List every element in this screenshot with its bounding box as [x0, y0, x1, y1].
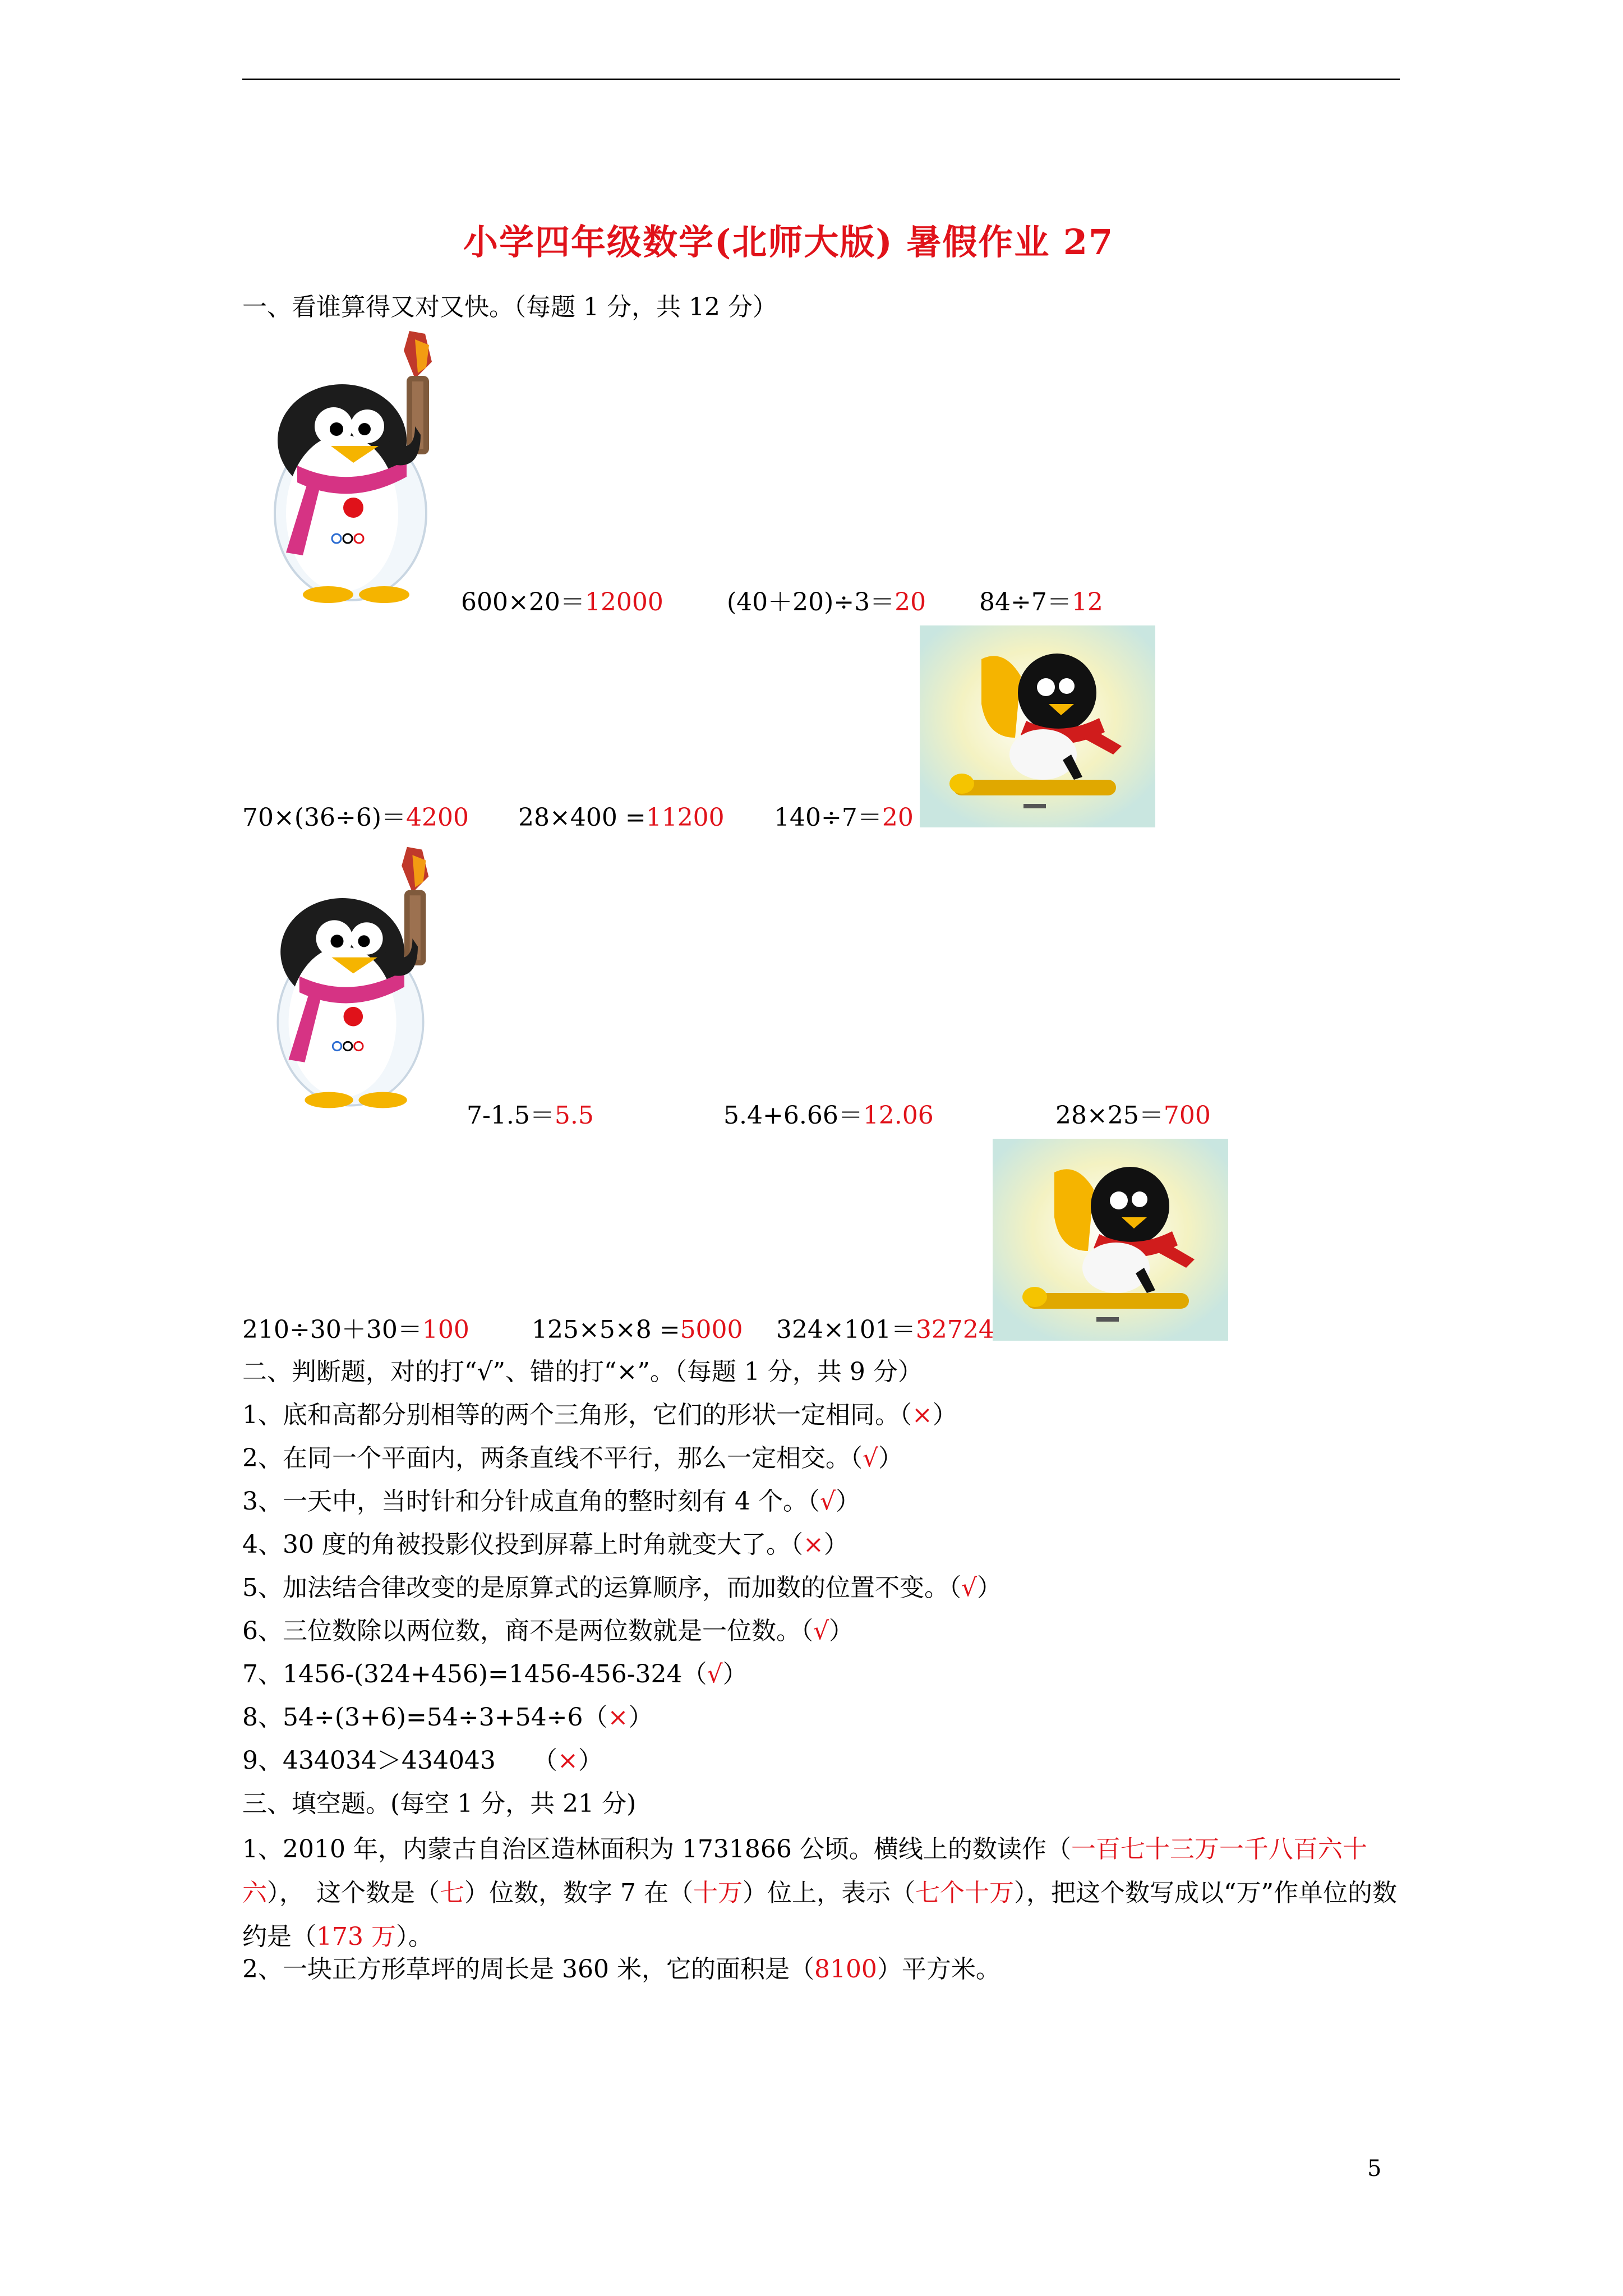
penguin-skier-mascot-icon [920, 625, 1155, 827]
judgement-mark: × [557, 1746, 578, 1775]
judgement-item: 2、在同一个平面内，两条直线不平行，那么一定相交。（√） [242, 1444, 903, 1473]
calc-answer: 32724 [915, 1315, 994, 1344]
calc-answer: 700 [1163, 1101, 1211, 1130]
section3-heading: 三、填空题。(每空 1 分，共 21 分) [242, 1789, 637, 1818]
fill-answer: 173 万 [316, 1922, 396, 1951]
judgement-mark: √ [961, 1573, 978, 1602]
judgement-item: 7、1456-(324+456)=1456-456-324（√） [242, 1660, 748, 1688]
header-rule [242, 79, 1400, 80]
penguin-torch-mascot-icon [247, 844, 454, 1114]
calc-item [242, 803, 469, 833]
calc-expr: 28×400 = [518, 803, 646, 832]
calc-item [461, 588, 663, 618]
calc-item [518, 803, 725, 833]
judgement-mark: √ [863, 1444, 879, 1473]
fill-answer: 七 [440, 1879, 464, 1907]
calc-expr: 324×101＝ [776, 1315, 916, 1344]
calc-expr: 600×20＝ [461, 588, 585, 616]
calc-answer: 20 [882, 803, 914, 832]
penguin-torch-mascot-icon [247, 328, 454, 609]
calc-item [467, 1101, 594, 1131]
page-number: 5 [1367, 2156, 1382, 2182]
section1-heading: 一、看谁算得又对又快。（每题 1 分，共 12 分） [242, 293, 777, 321]
judgement-mark: √ [813, 1617, 829, 1645]
calc-answer: 100 [422, 1315, 469, 1344]
calc-expr: 210÷30＋30＝ [242, 1315, 422, 1344]
judgement-mark: × [607, 1703, 629, 1732]
calc-answer: 5.5 [554, 1101, 594, 1130]
judgement-item: 6、三位数除以两位数，商不是两位数就是一位数。（√） [242, 1617, 854, 1645]
judgement-item: 5、加法结合律改变的是原算式的运算顺序，而加数的位置不变。（√） [242, 1573, 1002, 1602]
calc-answer: 11200 [645, 803, 725, 832]
calc-expr: (40＋20)÷3＝ [727, 588, 895, 616]
calc-answer: 5000 [680, 1315, 743, 1344]
calc-item [776, 1315, 994, 1345]
judgement-mark: √ [819, 1487, 836, 1516]
calc-item [242, 1315, 469, 1345]
calc-expr: 28×25＝ [1055, 1101, 1164, 1130]
calc-expr: 140÷7＝ [774, 803, 882, 832]
fill-question-2: 2、一块正方形草坪的周长是 360 米，它的面积是（8100）平方米。 [242, 1955, 1000, 1984]
judgement-item: 3、一天中，当时针和分针成直角的整时刻有 4 个。（√） [242, 1487, 861, 1516]
fill-answer: 一百七十三万一千八百六十六 [242, 1835, 1367, 1907]
judgement-item: 9、434034＞434043 （×） [242, 1746, 603, 1775]
calc-answer: 4200 [406, 803, 469, 832]
calc-expr: 7-1.5＝ [467, 1101, 555, 1130]
calc-answer: 12000 [584, 588, 663, 616]
calc-expr: 84÷7＝ [979, 588, 1072, 616]
calc-item [1055, 1101, 1211, 1131]
calc-answer: 12.06 [863, 1101, 934, 1130]
calc-answer: 12 [1071, 588, 1103, 616]
calc-item [774, 803, 914, 833]
calc-expr: 5.4+6.66＝ [723, 1101, 863, 1130]
calc-item [979, 588, 1103, 618]
calc-expr: 125×5×8 = [532, 1315, 680, 1344]
judgement-mark: × [912, 1401, 933, 1429]
fill-question-1: 1、2010 年，内蒙古自治区造林面积为 1731866 公顷。横线上的数读作（一百七十三万一千八百六十六）， 这个数是（七）位数，数字 7 在（十万）位上，表示（七个十万），把这个数写成以“万”作单位的数约是（173 万）。 [242, 1835, 1397, 1951]
judgement-item: 1、底和高都分别相等的两个三角形，它们的形状一定相同。（×） [242, 1401, 957, 1429]
fill-answer: 七个十万 [915, 1879, 1014, 1907]
section2-heading: 二、判断题，对的打“√”、错的打“×”。（每题 1 分，共 9 分） [242, 1358, 923, 1386]
judgement-mark: √ [707, 1660, 723, 1688]
page-title: 小学四年级数学(北师大版) 暑假作业 27 [463, 222, 1114, 263]
calc-answer: 20 [895, 588, 926, 616]
fill-answer: 十万 [693, 1879, 743, 1907]
calc-expr: 70×(36÷6)＝ [242, 803, 407, 832]
judgement-item: 4、30 度的角被投影仪投到屏幕上时角就变大了。（×） [242, 1530, 849, 1559]
judgement-mark: × [803, 1530, 824, 1559]
calc-item [532, 1315, 743, 1345]
calc-item [727, 588, 926, 618]
penguin-skier-mascot-icon [993, 1139, 1228, 1341]
fill-answer: 8100 [814, 1955, 877, 1984]
calc-item [723, 1101, 934, 1131]
judgement-item: 8、54÷(3+6)=54÷3+54÷6（×） [242, 1703, 653, 1732]
